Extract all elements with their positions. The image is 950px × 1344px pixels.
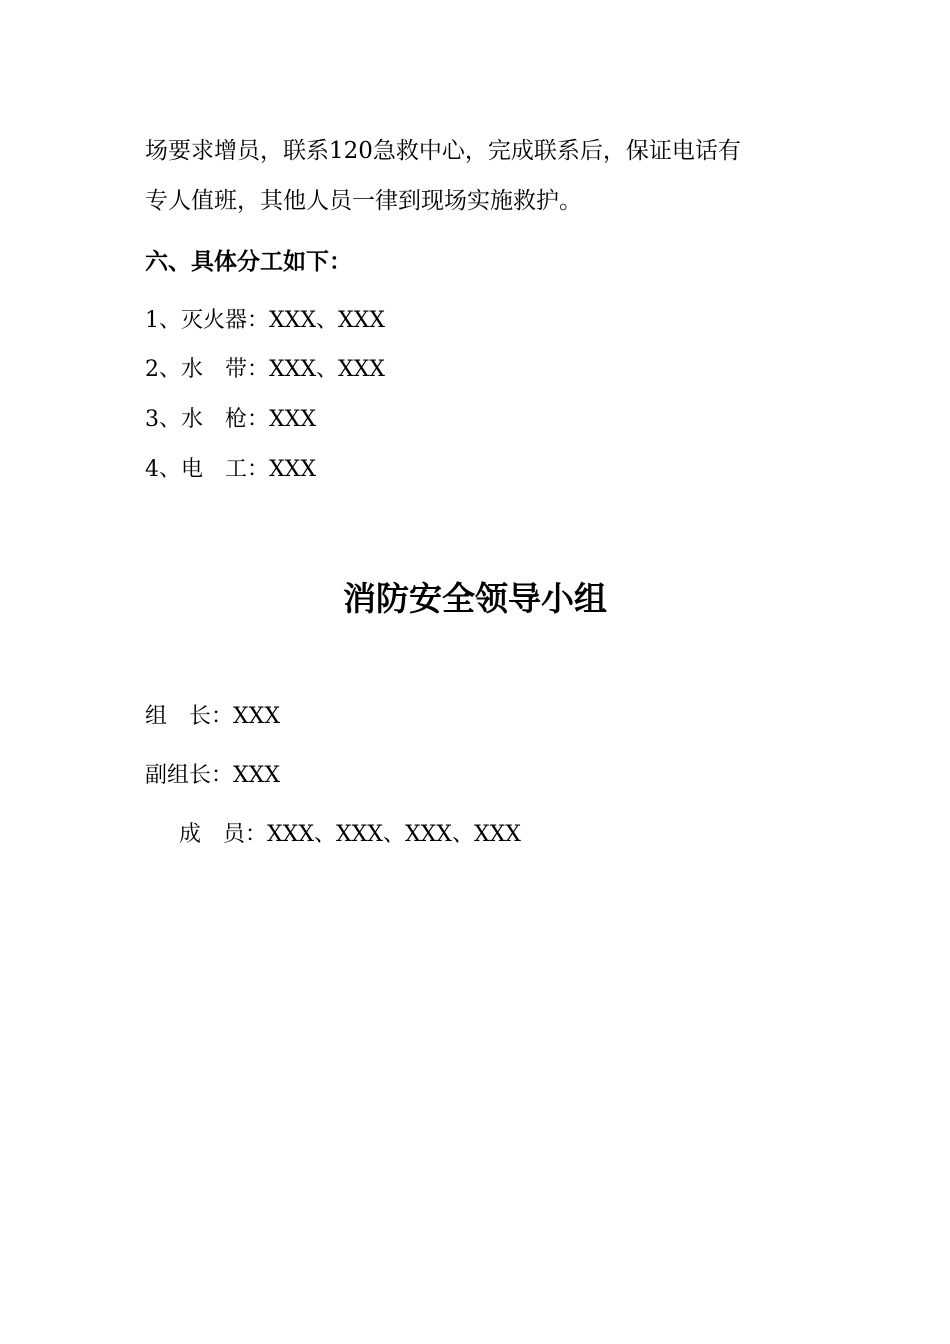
paragraph-line-1: 场要求增员，联系120急救中心，完成联系后，保证电话有 [145,138,741,164]
assignment-item: 2、水 带：XXX、XXX [145,357,385,382]
section-heading: 六、具体分工如下： [145,248,352,275]
assignment-item: 3、水 枪：XXX [145,407,316,432]
group-deputy: 副组长：XXX [145,763,280,788]
assignment-item: 1、灭火器：XXX、XXX [145,308,385,333]
group-members: 成 员：XXX、XXX、XXX、XXX [179,822,521,847]
assignment-item: 4、电 工：XXX [145,457,316,482]
group-leader: 组 长：XXX [145,704,280,729]
paragraph-line-2: 专人值班，其他人员一律到现场实施救护。 [145,188,582,214]
group-title: 消防安全领导小组 [343,579,607,618]
